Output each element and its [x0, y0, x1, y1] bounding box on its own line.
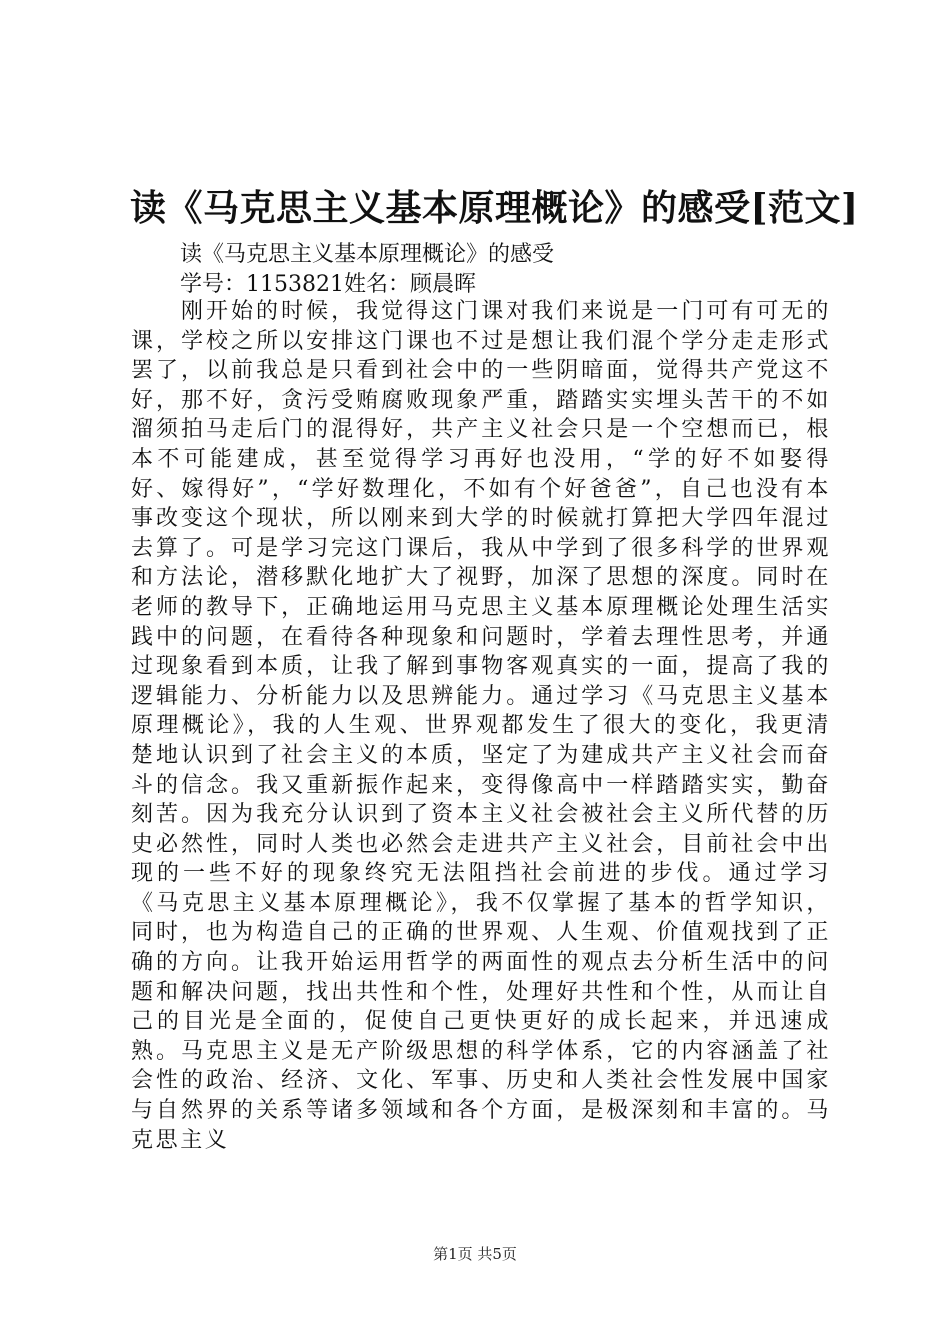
student-id-label: 学号：	[180, 272, 247, 297]
student-info	[180, 270, 476, 299]
student-id: 1153821	[246, 272, 344, 297]
page-indicator: 第1页 共5页	[433, 1245, 517, 1263]
student-name-label: 姓名：	[344, 272, 411, 297]
document-subtitle: 读《马克思主义基本原理概论》的感受	[180, 242, 555, 267]
document-title: 读《马克思主义基本原理概论》的感受[范文]	[130, 187, 859, 229]
student-name: 顾晨晖	[410, 272, 477, 297]
body-paragraph: 刚开始的时候，我觉得这门课对我们来说是一门可有可无的课，学校之所以安排这门课也不过是想让我们混个学分走走形式罢了，以前我总是只看到社会中的一些阴暗面，觉得共产党这不好，那不好，贪污受贿腐败现象严重，踏踏实实埋头苦干的不如溜须拍马走后门的混得好，共产主义社会只是一个空想而已，根本不可能建成，甚至觉得学习再好也没用，“学的好不如娶得好、嫁得好”，“学好数理化，不如有个好爸爸”，自己也没有本事改变这个现状，所以刚来到大学的时候就打算把大学四年混过去算了。可是学习完这门课后，我从中学到了很多科学的世界观和方法论，潜移默化地扩大了视野，加深了思想的深度。同时在老师的教导下，正确地运用马克思主义基本原理概论处理生活实践中的问题，在看待各种现象和问题时，学着去理性思考，并通过现象看到本质，让我了解到事物客观真实的一面，提高了我的逻辑能力、分析能力以及思辨能力。通过学习《马克思主义基本原理概论》，我的人生观、世界观都发生了很大的变化，我更清楚地认识到了社会主义的本质，坚定了为建成共产主义社会而奋斗的信念。我又重新振作起来，变得像高中一样踏踏实实，勤奋刻苦。因为我充分认识到了资本主义社会被社会主义所代替的历史必然性，同时人类也必然会走进共产主义社会，目前社会中出现的一些不好的现象终究无法阻挡社会前进的步伐。通过学习《马克思主义基本原理概论》，我不仅掌握了基本的哲学知识，同时，也为构造自己的正确的世界观、人生观、价值观找到了正确的方向。让我开始运用哲学的两面性的观点去分析生活中的问题和解决问题，找出共性和个性，处理好共性和个性，从而让自己的目光是全面的，促使自己更快更好的成长起来，并迅速成熟。马克思主义是无产阶级思想的科学体系，它的内容涵盖了社会性的政治、经济、文化、军事、历史和人类社会性发展中国家与自然界的关系等诸多领域和各个方面，是极深刻和丰富的。马克思主义	[131, 299, 831, 1153]
